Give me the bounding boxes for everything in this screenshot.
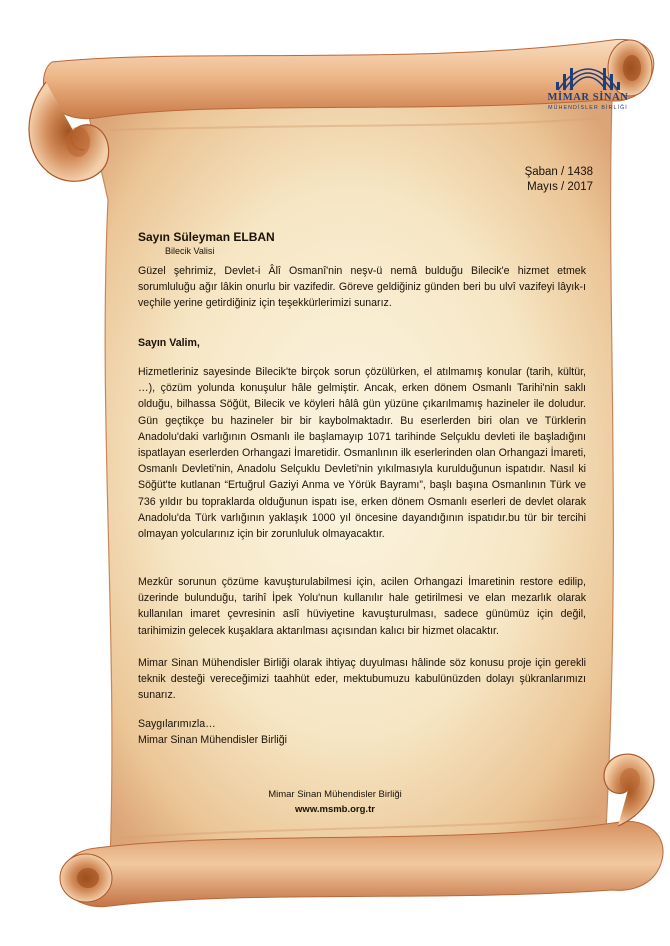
logo-subtitle: MÜHENDİSLER BİRLİĞİ — [548, 105, 628, 111]
body-paragraph-3: Mimar Sinan Mühendisler Birliği olarak ihtiyaç duyulması hâlinde söz konusu proje için gerekli teknik desteği vereceğimizi taahhüt eder, mektubumuzu kabulünüzden dolayı şükranlarımızı sunarız. — [138, 657, 586, 702]
intro-paragraph: Güzel şehrimiz, Devlet-i Âlî Osmanî'nin neşv-ü nemâ bulduğu Bilecik'e hizmet etmek sorumluluğu ağır lâkin onurlu bir vazifedir. Göreve geldiğiniz günden beri bu ulvî vazifeyi lâyık-ı veçhile yerine getirdiğiniz için teşekkürlerimizi sunarız. — [138, 265, 586, 310]
footer-org: Mimar Sinan Mühendisler Birliği — [268, 789, 402, 800]
addressee-title: Bilecik Valisi — [165, 246, 215, 256]
date-hijri: Şaban / 1438 — [524, 166, 593, 178]
closing-regards: Saygılarımızla… — [138, 718, 216, 730]
body-paragraph-2: Mezkûr sorunun çözüme kavuşturulabilmesi için, acilen Orhangazi İmaretinin restore edilip, üzerinde bulunduğu, tarihî İpek Yolu'nun kullanılır hale getirilmesi ve elan mezarlık olarak kullanılan imaret çevresinin aslî hüviyetine kavuşturulması, sadece günümüz için değil, tarihimizin gelecek kuşaklara aktarılması açısından kalıcı bir hizmet olacaktır. — [138, 576, 586, 637]
closing-signature: Mimar Sinan Mühendisler Birliği — [138, 734, 287, 747]
salutation: Sayın Valim, — [138, 337, 200, 349]
addressee-name: Sayın Süleyman ELBAN — [138, 230, 275, 244]
letter-date — [525, 165, 593, 195]
logo-title: MİMAR SİNAN — [547, 92, 629, 103]
closing — [138, 716, 287, 748]
arches-icon — [550, 52, 626, 92]
body-paragraph-1: Hizmetleriniz sayesinde Bilecik'te birçok sorun çözülürken, el atılmamış konular (tarih, kültür, …), çözüm yolunda konuşulur hâle gelmiştir. Ancak, erken dönem Osmanlı Tarihi'nin saklı olduğu, bilhassa Söğüt, Bilecik ve köyleri hâlâ gün yüzüne çıkarılmamış hazineler ile doludur. Gün geçtikçe bu hazineler bir bir kaybolmaktadır. Bu eserlerden biri olan ve Türklerin Anadolu'daki varlığının Osmanlı ile başlamayıp 1071 tarihinde Selçuklu devleti ile başladığını ispatlayan eserlerden Orhangazi İmaretidir. Osmanlının ilk eserlerinden olan Orhangazi İmareti, Osmanlı Devleti'nin, Anadolu Selçuklu Devleti'nin yıkılmasıyla kurulduğunun ispatıdır. Nasıl ki Söğüt'te kutlanan “Ertuğrul Gaziyi Anma ve Yörük Bayramı”, başlı başına Osmanlının Türk ve 736 yıldır bu topraklarda olduğunun ispatı ise, erken dönem Osmanlı eserleri de devlet olarak Anadolu'da Türk varlığının yaklaşık 1000 yıl öncesine dayandığının ispatıdır.bu tür bir tercihi olmayan yolcularınız için bir zorunluluk olmayacaktır. — [138, 366, 586, 541]
footer — [200, 787, 470, 817]
date-gregorian: Mayıs / 2017 — [527, 181, 593, 193]
msmb-logo — [536, 52, 640, 122]
footer-url[interactable]: www.msmb.org.tr — [295, 804, 375, 815]
